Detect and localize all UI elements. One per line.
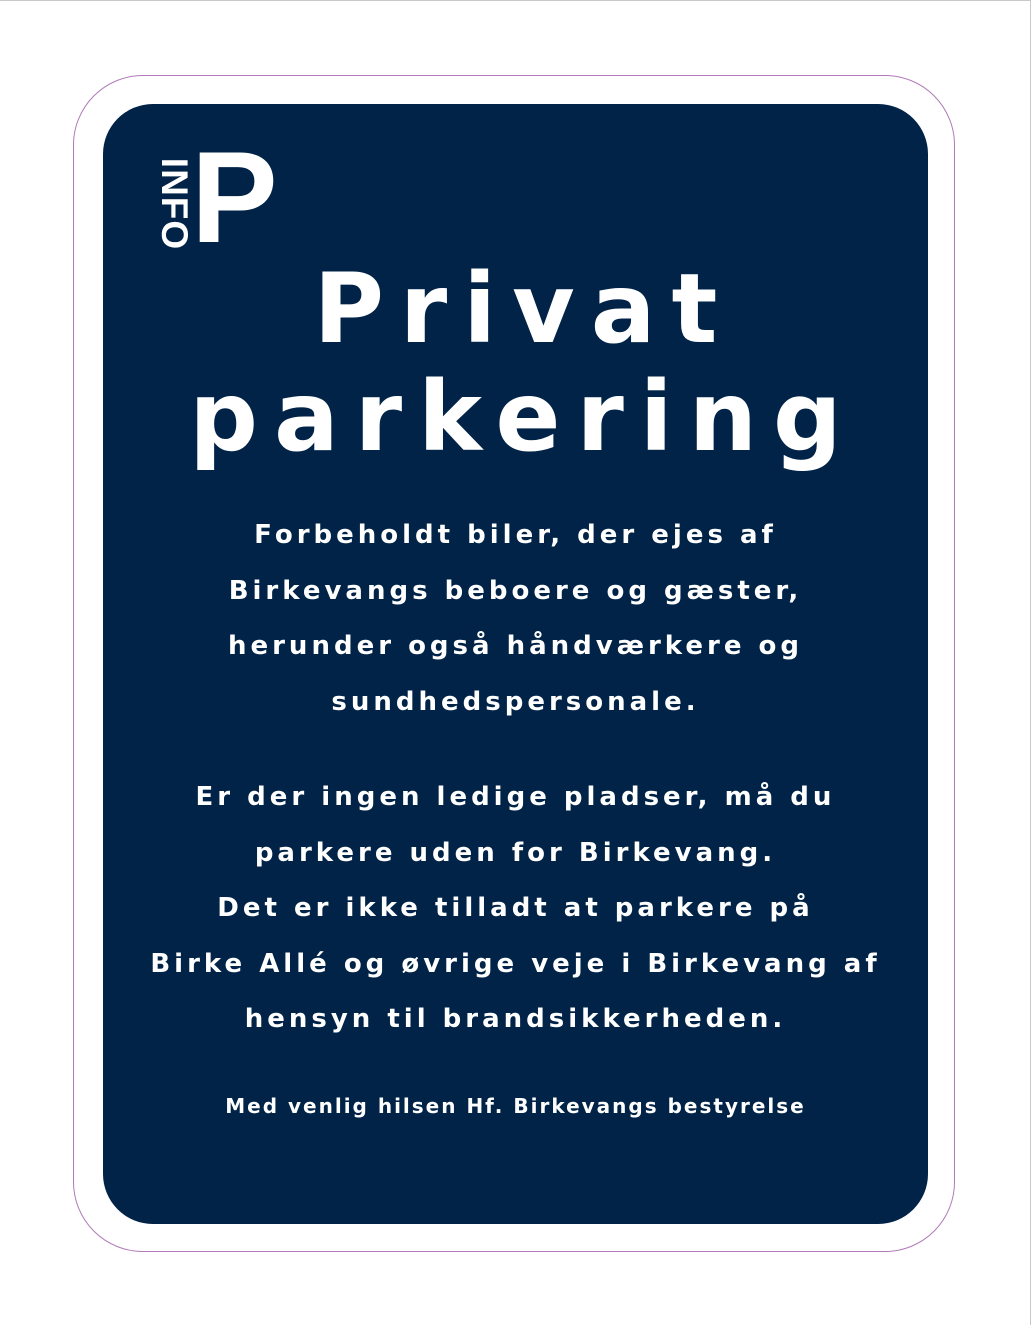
paragraph-line: Birke Allé og øvrige veje i Birkevang af bbox=[150, 948, 881, 979]
paragraph-line: parkere uden for Birkevang. bbox=[254, 837, 777, 868]
paragraph-reserved bbox=[103, 508, 928, 730]
paragraph-line: hensyn til brandsikkerheden. bbox=[244, 1004, 787, 1035]
info-label-text: INFO bbox=[154, 157, 195, 251]
paragraph-rules bbox=[103, 770, 928, 1048]
paragraph-line: Forbeholdt biler, der ejes af bbox=[254, 520, 777, 550]
paragraph-line: herunder også håndværkere og bbox=[227, 631, 804, 662]
paragraph-line: Er der ingen ledige pladser, må du bbox=[195, 782, 836, 812]
headline-line-2: parkering bbox=[189, 361, 858, 473]
paragraph-line: Birkevangs beboere og gæster, bbox=[228, 575, 803, 606]
paragraph-line: sundhedspersonale. bbox=[331, 686, 700, 717]
signature: Med venlig hilsen Hf. Birkevangs bestyrelse bbox=[225, 1094, 806, 1118]
parking-sign bbox=[103, 104, 928, 1224]
headline-line-1: Privat bbox=[313, 253, 734, 365]
paragraph-line: Det er ikke tilladt at parkere på bbox=[217, 893, 814, 924]
info-label bbox=[154, 152, 195, 256]
parking-p-icon: P bbox=[191, 124, 278, 270]
